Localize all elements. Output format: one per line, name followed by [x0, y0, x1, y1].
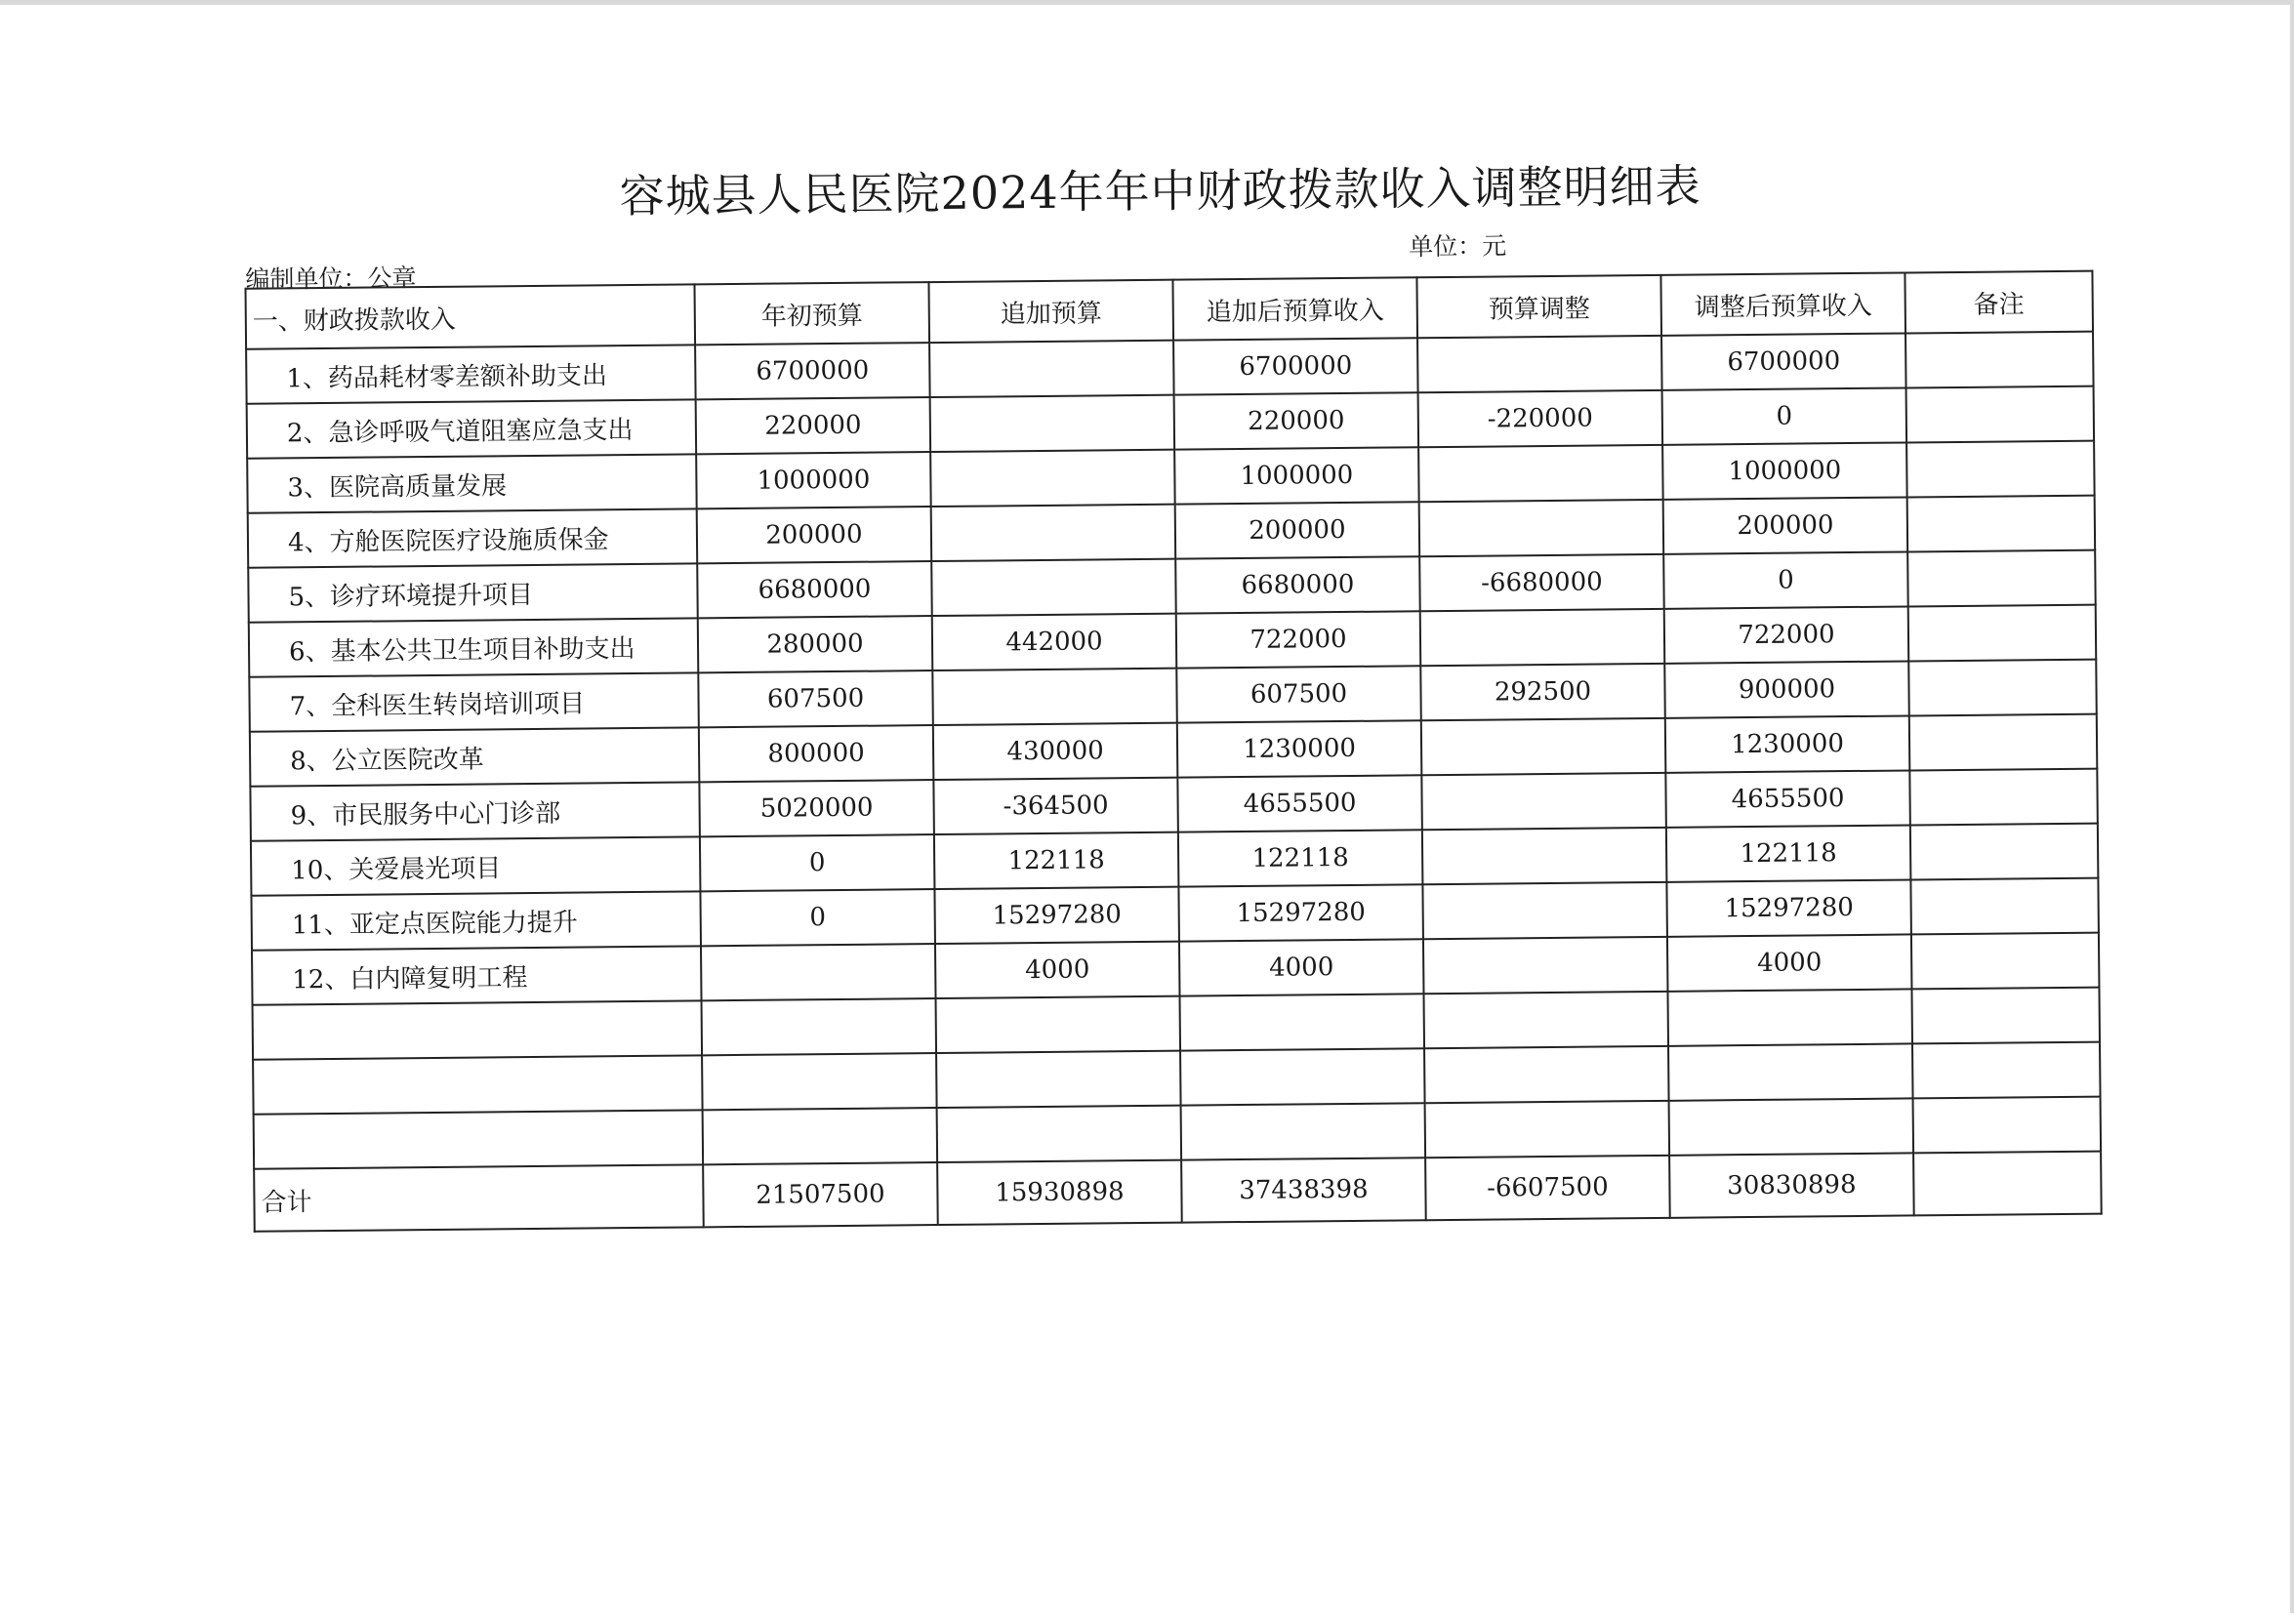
row-name-cell: 4、方舱医院医疗设施质保金	[248, 508, 698, 567]
row-name-cell: 3、医院高质量发展	[247, 454, 697, 512]
blank-cell	[1181, 1103, 1426, 1159]
org-label: 编制单位：公章	[245, 264, 417, 294]
blank-cell	[1669, 1098, 1914, 1155]
row-after-adjust-cell: 1000000	[1662, 442, 1907, 499]
row-adjustment-cell	[1422, 882, 1667, 939]
column-header-note: 备注	[1905, 271, 2093, 334]
total-label-cell: 合计	[254, 1164, 704, 1231]
row-initial-budget-cell	[701, 944, 936, 1000]
row-name-cell: 6、基本公共卫生项目补助支出	[249, 618, 699, 676]
row-after-add-cell: 607500	[1176, 666, 1421, 722]
row-after-adjust-cell: 722000	[1664, 606, 1909, 663]
row-after-add-cell: 122118	[1178, 830, 1423, 886]
blank-cell	[936, 1051, 1181, 1108]
row-initial-budget-cell: 220000	[696, 397, 931, 454]
row-name-cell: 9、市民服务中心门诊部	[250, 782, 700, 840]
row-after-adjust-cell: 122118	[1666, 825, 1911, 881]
total-after-adjust-cell: 30830898	[1669, 1153, 1914, 1217]
column-header-after-adjust: 调整后预算收入	[1660, 272, 1905, 335]
blank-cell	[702, 998, 937, 1055]
row-initial-budget-cell: 6680000	[697, 561, 932, 618]
blank-cell	[1425, 1101, 1670, 1157]
blank-cell	[1424, 1046, 1669, 1103]
row-after-add-cell: 15297280	[1178, 884, 1423, 941]
blank-cell	[702, 1053, 937, 1110]
row-after-add-cell: 722000	[1176, 611, 1421, 668]
row-initial-budget-cell: 5020000	[699, 780, 934, 836]
row-added-budget-cell	[931, 559, 1176, 616]
row-added-budget-cell: 122118	[934, 832, 1179, 889]
blank-cell	[1423, 992, 1668, 1048]
row-added-budget-cell	[929, 341, 1174, 397]
row-after-adjust-cell: 4655500	[1665, 770, 1910, 827]
row-adjustment-cell	[1417, 336, 1662, 392]
row-after-add-cell: 4000	[1179, 939, 1424, 995]
row-after-add-cell: 6700000	[1173, 338, 1418, 394]
row-initial-budget-cell: 200000	[697, 507, 932, 563]
row-after-adjust-cell: 6700000	[1661, 333, 1906, 389]
column-header-after-add: 追加后预算收入	[1172, 277, 1417, 340]
row-adjustment-cell: -6680000	[1419, 554, 1664, 611]
row-note-cell	[1905, 332, 2094, 388]
row-note-cell	[1907, 550, 2096, 607]
row-after-add-cell: 1230000	[1177, 720, 1422, 777]
row-name-cell: 11、亚定点医院能力提升	[251, 891, 701, 950]
row-name-cell: 8、公立医院改革	[250, 727, 700, 786]
row-adjustment-cell	[1423, 937, 1668, 994]
blank-cell	[1180, 1048, 1425, 1105]
row-note-cell	[1909, 769, 2098, 826]
row-added-budget-cell: 4000	[935, 942, 1180, 998]
row-note-cell	[1906, 441, 2095, 498]
row-name-cell: 5、诊疗环境提升项目	[248, 563, 698, 622]
blank-cell	[1912, 1042, 2101, 1099]
total-adjustment-cell: -6607500	[1425, 1156, 1670, 1220]
row-note-cell	[1910, 878, 2099, 935]
total-after-add-cell: 37438398	[1181, 1157, 1426, 1222]
row-note-cell	[1906, 386, 2095, 443]
row-name-cell: 2、急诊呼吸气道阻塞应急支出	[247, 399, 697, 458]
column-header-initial-budget: 年初预算	[694, 282, 929, 345]
row-note-cell	[1907, 496, 2096, 552]
row-added-budget-cell: 430000	[933, 723, 1178, 780]
blank-cell	[254, 1110, 704, 1168]
row-added-budget-cell: 442000	[932, 614, 1177, 670]
blank-cell	[253, 1000, 703, 1059]
blank-cell	[1911, 988, 2100, 1044]
total-added-budget-cell: 15930898	[937, 1160, 1182, 1225]
row-added-budget-cell	[932, 669, 1177, 725]
row-added-budget-cell	[930, 450, 1175, 507]
row-added-budget-cell: 15297280	[934, 887, 1179, 944]
row-added-budget-cell: -364500	[933, 778, 1178, 834]
row-after-add-cell: 4655500	[1177, 775, 1422, 832]
blank-cell	[937, 1106, 1182, 1162]
row-adjustment-cell: 292500	[1420, 664, 1665, 720]
row-adjustment-cell	[1419, 500, 1664, 556]
row-note-cell	[1909, 714, 2098, 771]
row-initial-budget-cell: 280000	[698, 616, 933, 672]
row-initial-budget-cell: 0	[700, 834, 935, 891]
total-initial-budget-cell: 21507500	[703, 1162, 938, 1227]
row-name-cell: 10、关爱晨光项目	[251, 836, 701, 895]
section-label: 一、财政拨款收入	[246, 284, 696, 348]
row-note-cell	[1908, 605, 2097, 662]
row-name-cell: 12、白内障复明工程	[252, 946, 702, 1004]
row-after-adjust-cell: 0	[1663, 551, 1908, 608]
row-initial-budget-cell: 800000	[699, 725, 934, 782]
row-after-adjust-cell: 200000	[1663, 497, 1908, 553]
blank-cell	[1180, 994, 1425, 1050]
row-name-cell: 7、全科医生转岗培训项目	[249, 672, 699, 731]
row-name-cell: 1、药品耗材零差额补助支出	[246, 345, 696, 403]
row-after-add-cell: 6680000	[1175, 556, 1420, 613]
row-added-budget-cell	[931, 505, 1176, 561]
unit-label: 单位：元	[1409, 231, 1507, 262]
row-initial-budget-cell: 0	[700, 889, 935, 946]
row-added-budget-cell	[930, 395, 1175, 452]
row-note-cell	[1908, 660, 2097, 716]
row-after-add-cell: 1000000	[1174, 447, 1419, 504]
document-title: 容城县人民医院2024年年中财政拨款收入调整明细表	[619, 159, 1701, 223]
blank-cell	[1913, 1097, 2102, 1154]
row-adjustment-cell: -220000	[1418, 390, 1663, 447]
row-after-adjust-cell: 0	[1662, 387, 1907, 444]
row-adjustment-cell	[1422, 828, 1667, 884]
row-note-cell	[1910, 824, 2099, 880]
row-after-add-cell: 220000	[1174, 392, 1419, 449]
blank-cell	[253, 1055, 703, 1114]
row-after-adjust-cell: 4000	[1667, 934, 1912, 991]
row-after-adjust-cell: 15297280	[1666, 879, 1911, 936]
budget-table	[244, 270, 2102, 1233]
row-adjustment-cell	[1420, 609, 1665, 666]
blank-cell	[1668, 1043, 1913, 1100]
row-initial-budget-cell: 6700000	[695, 343, 930, 399]
row-adjustment-cell	[1421, 718, 1666, 775]
total-note-cell	[1913, 1152, 2102, 1216]
row-adjustment-cell	[1421, 773, 1666, 830]
row-initial-budget-cell: 607500	[698, 670, 933, 727]
blank-cell	[936, 996, 1181, 1053]
column-header-added-budget: 追加预算	[928, 280, 1173, 343]
row-after-adjust-cell: 900000	[1664, 661, 1909, 717]
row-note-cell	[1911, 933, 2100, 990]
row-after-add-cell: 200000	[1175, 502, 1420, 558]
blank-cell	[1667, 989, 1912, 1045]
row-adjustment-cell	[1418, 445, 1663, 502]
row-after-adjust-cell: 1230000	[1665, 715, 1910, 772]
blank-cell	[703, 1108, 938, 1164]
column-header-adjustment: 预算调整	[1416, 275, 1661, 338]
row-initial-budget-cell: 1000000	[696, 452, 931, 508]
